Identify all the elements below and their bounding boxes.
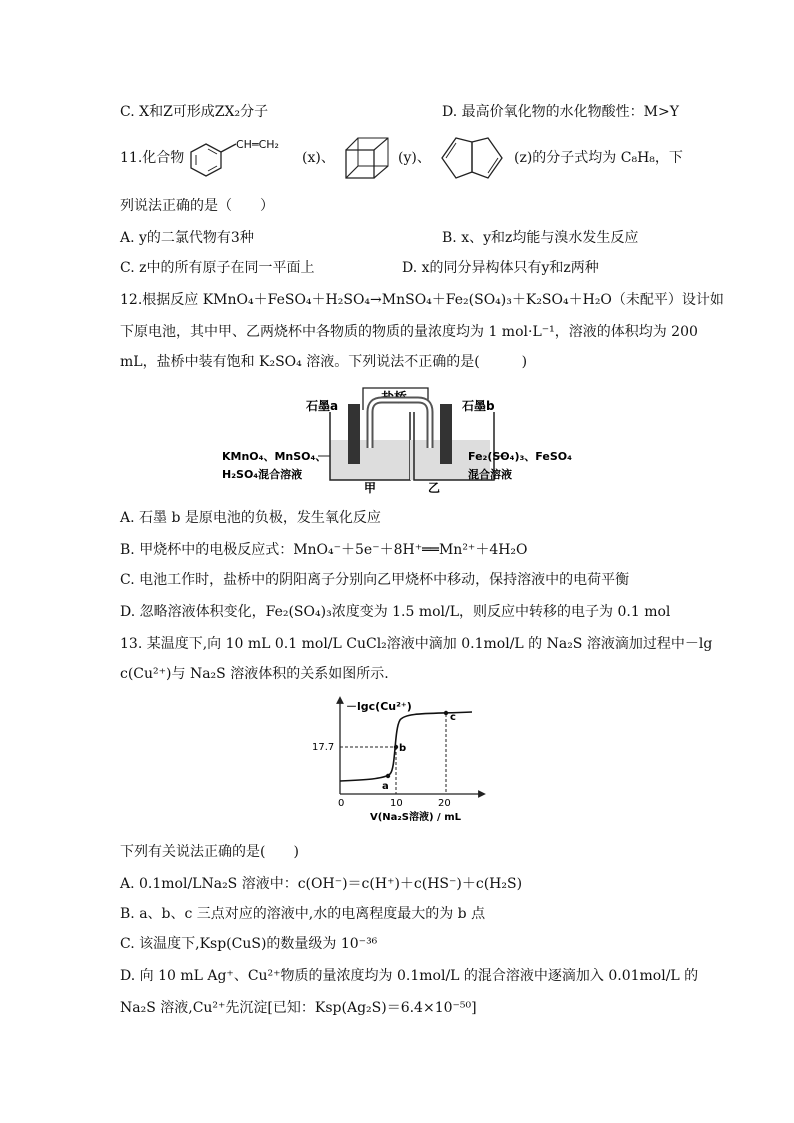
q12-option-c: C. 电池工作时，盐桥中的阴阳离子分别向乙甲烧杯中移动，保持溶液中的电荷平衡: [120, 572, 630, 588]
q11-option-d: D. x的同分异构体只有y和z两种: [402, 260, 599, 276]
q11-z-label: (z)的分子式均为 C₈H₈，下: [514, 150, 683, 166]
point-a: [386, 774, 390, 778]
electrode-b-label: 石墨b: [462, 399, 495, 413]
pentalene-structure: [434, 136, 514, 180]
cubane-structure: [340, 134, 396, 182]
beaker-yi-label: 乙: [428, 481, 441, 494]
point-c: [444, 711, 448, 715]
q11-option-b: B. x、y和z均能与溴水发生反应: [442, 230, 639, 246]
q11-x-label: (x)、: [302, 150, 335, 166]
q10-option-c: C. X和Z可形成ZX₂分子: [120, 104, 269, 120]
q13-option-b: B. a、b、c 三点对应的溶液中,水的电离程度最大的为 b 点: [120, 906, 486, 922]
q13-option-c: C. 该温度下,Ksp(CuS)的数量级为 10⁻³⁶: [120, 936, 378, 952]
q11-prefix: 11.化合物: [120, 150, 185, 166]
q13-stem-line2: c(Cu²⁺)与 Na₂S 溶液体积的关系如图所示.: [120, 666, 389, 682]
x-tick-10: 10: [390, 798, 403, 809]
point-a-label: a: [382, 781, 389, 792]
salt-bridge-label: 盐桥: [381, 391, 408, 406]
electrode-a-label: 石墨a: [306, 399, 339, 413]
x-axis-label: V(Na₂S溶液) / mL: [370, 812, 461, 823]
q11-option-c: C. z中的所有原子在同一平面上: [120, 260, 315, 276]
x-tick-20: 20: [438, 798, 451, 809]
q13-stem-line1: 13. 某温度下,向 10 mL 0.1 mol/L CuCl₂溶液中滴加 0.1mol/L 的 Na₂S 溶液滴加过程中－lg: [120, 636, 713, 652]
q13-option-a: A. 0.1mol/LNa₂S 溶液中：c(OH⁻)＝c(H⁺)＋c(HS⁻)＋c(H₂S): [120, 876, 523, 892]
x-tick-0: 0: [338, 798, 345, 809]
right-solution-line2: 混合溶液: [468, 468, 512, 481]
styrene-structure: [186, 136, 298, 182]
q11-option-a: A. y的二氯代物有3种: [120, 230, 254, 246]
q11-question: 列说法正确的是（ ）: [120, 198, 274, 214]
left-solution-line2: H₂SO₄混合溶液: [222, 468, 303, 481]
y-tick-17-7: 17.7: [312, 742, 335, 753]
q13-option-d-line2: Na₂S 溶液,Cu²⁺先沉淀[已知：Ksp(Ag₂S)＝6.4×10⁻⁵⁰]: [120, 1000, 477, 1016]
point-c-label: c: [450, 712, 456, 723]
point-b: [394, 745, 398, 749]
left-solution-line1: KMnO₄、MnSO₄、: [222, 450, 327, 463]
y-axis-label: －lgc(Cu²⁺): [346, 700, 412, 713]
x-vinyl-group: CH═CH₂: [236, 138, 279, 151]
q12-option-a: A. 石墨 b 是原电池的负极，发生氧化反应: [120, 510, 381, 526]
right-solution-line1: Fe₂(SO₄)₃、FeSO₄: [468, 450, 572, 463]
q12-option-b: B. 甲烧杯中的电极反应式：MnO₄⁻＋5e⁻＋8H⁺══Mn²⁺＋4H₂O: [120, 542, 528, 558]
beaker-jia-label: 甲: [364, 481, 377, 494]
q12-stem-line3: mL，盐桥中装有饱和 K₂SO₄ 溶液。下列说法不正确的是( ): [120, 354, 528, 370]
q12-option-d: D. 忽略溶液体积变化，Fe₂(SO₄)₃浓度变为 1.5 mol/L，则反应中转移的电子为 0.1 mol: [120, 604, 671, 620]
q13-option-d-line1: D. 向 10 mL Ag⁺、Cu²⁺物质的量浓度均为 0.1mol/L 的混合溶液中逐滴加入 0.01mol/L 的: [120, 968, 699, 984]
q13-question: 下列有关说法正确的是( ): [120, 844, 299, 860]
q12-stem-line2: 下原电池，其中甲、乙两烧杯中各物质的物质的量浓度均为 1 mol·L⁻¹，溶液的体积均为 200: [120, 324, 698, 340]
q10-option-d: D. 最高价氧化物的水化物酸性：M>Y: [442, 104, 679, 120]
q12-stem-line1: 12.根据反应 KMnO₄＋FeSO₄＋H₂SO₄→MnSO₄＋Fe₂(SO₄)₃＋K₂SO₄＋H₂O（未配平）设计如: [120, 292, 724, 308]
titration-curve-chart: [310, 690, 490, 824]
galvanic-cell-diagram: [218, 382, 588, 494]
q11-y-label: (y)、: [398, 150, 431, 166]
point-b-label: b: [399, 743, 407, 754]
